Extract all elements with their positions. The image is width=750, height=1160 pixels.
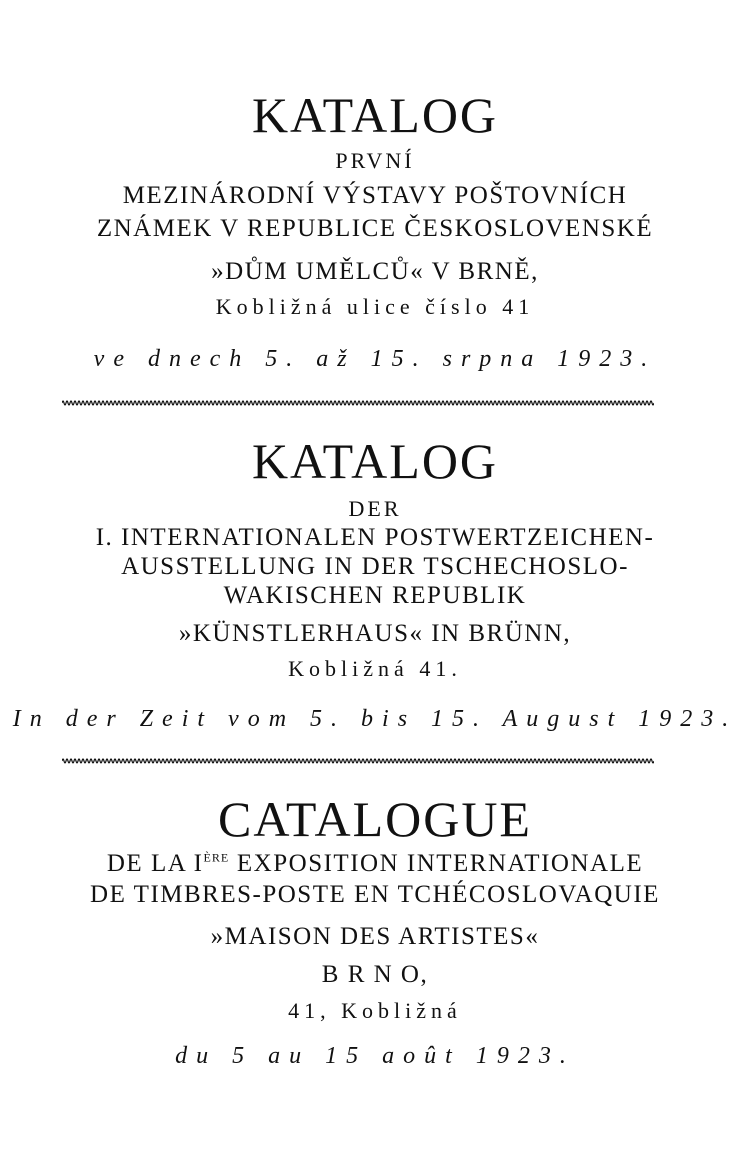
french-city: B R N O, [321,961,429,988]
german-line-der: DER [348,496,402,521]
czech-date: ve dnech 5. až 15. srpna 1923. [93,346,657,372]
french-title: CATALOGUE [218,791,532,847]
czech-line-prvni: PRVNÍ [335,148,415,173]
czech-venue: »DŮM UMĚLCŮ« V BRNĚ, [211,258,539,285]
czech-address: Kobližná ulice číslo 41 [215,294,535,319]
czech-title: KATALOG [251,87,499,143]
french-date: du 5 au 15 août 1923. [175,1043,575,1069]
french-ordinal-superscript: ÈRE [203,850,230,865]
czech-line-republic: ZNÁMEK V REPUBLICE ČESKOSLOVENSKÉ [96,215,654,242]
french-line-timbres: DE TIMBRES-POSTE EN TCHÉCOSLOVAQUIE [90,881,660,908]
french-line-exposition-pre: DE LA I [106,850,204,877]
german-line-republik: WAKISCHEN REPUBLIK [223,582,527,609]
german-venue: »KÜNSTLERHAUS« IN BRÜNN, [178,620,572,647]
french-line-exposition-post: EXPOSITION INTERNATIONALE [229,850,644,877]
french-venue: »MAISON DES ARTISTES« [210,923,540,950]
french-address: 41, Kobližná [288,998,462,1023]
french-line-exposition [0,850,750,878]
german-line-international: I. INTERNATIONALEN POSTWERTZEICHEN- [95,524,655,551]
german-address: Kobližná 41. [288,656,462,681]
czech-line-exhibition: MEZINÁRODNÍ VÝSTAVY POŠTOVNÍCH [122,182,628,209]
wavy-divider [62,398,654,408]
wavy-divider [62,756,654,766]
german-date: In der Zeit vom 5. bis 15. August 1923. [12,706,738,732]
german-line-ausstellung: AUSSTELLUNG IN DER TSCHECHOSLO- [121,553,629,580]
german-title: KATALOG [251,433,499,489]
